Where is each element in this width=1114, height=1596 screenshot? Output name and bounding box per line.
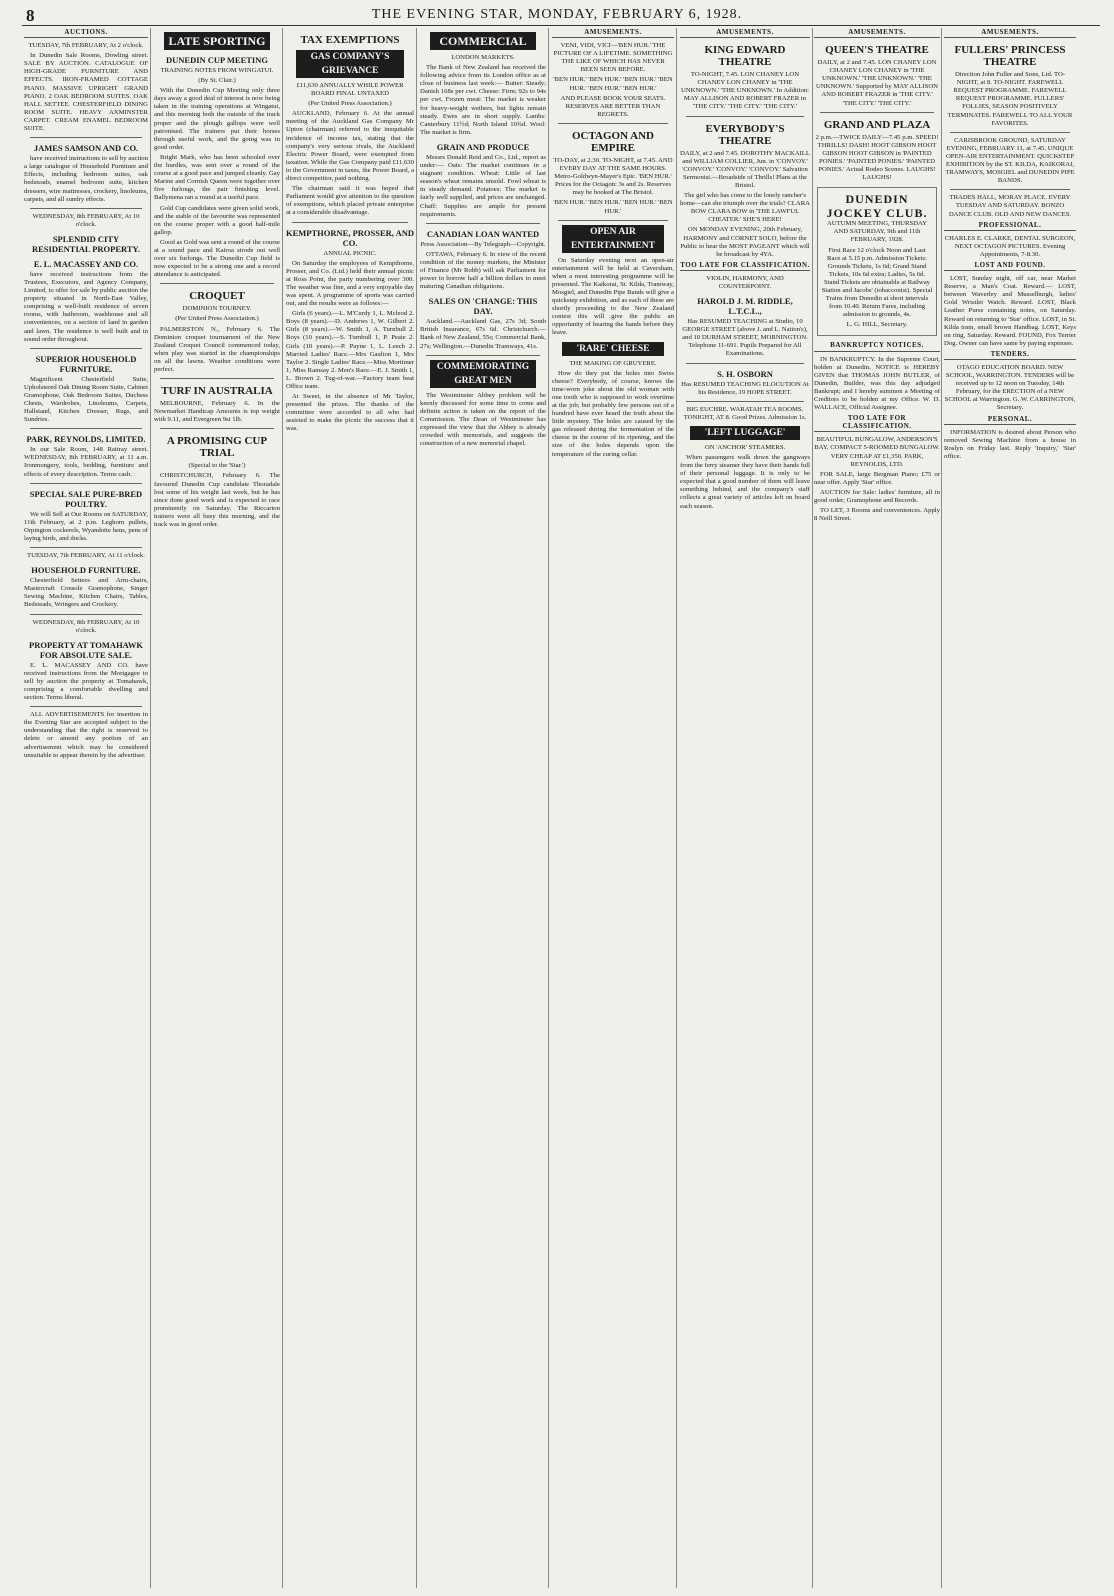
divider (820, 112, 934, 113)
divider (160, 283, 274, 284)
article-headline: CROQUET (189, 290, 245, 303)
press-credit: (Per United Press Association.) (308, 100, 392, 108)
ad-copy: OTAGO EDUCATION BOARD. NEW SCHOOL, WARRINGTON. TENDERS will be received up to 12 noon on Tuesday, 14th February, for the ERECTION of a NEW SCHOOL at Warrington. G. W. CARRINGTON, Secretary. (944, 364, 1076, 412)
classified-ad: AUCTION for Sale: ladies' furniture, all in good order; Gramophone and Records. (814, 488, 940, 505)
article-paragraph: MELBOURNE, February 6. In the Newmarket Handicap Amounis is top weight with 9.11, and Evergreen 9st 1lb. (154, 400, 280, 424)
article-headline: TAX EXEMPTIONS (300, 34, 400, 46)
column-divider (150, 28, 151, 1588)
article-headline: KEMPTHORNE, PROSSER, AND CO. (286, 227, 414, 248)
commercial-column (420, 28, 546, 1588)
page-number: 8 (26, 6, 35, 25)
auction-body: We will Sell at Our Rooms on SATURDAY, 11th February, at 2 p.m. Leghorn pullets, Orpington cockerels, Wyandotte hens, pens of laying birds, and ducks. (24, 510, 148, 542)
classified-ad: TO LET, 3 Rooms and conveniences. Apply 8 Neill Street. (814, 507, 940, 523)
article-paragraph: PALMERSTON N., February 6. The Dominion croquet tournament of the New Zealand Croquet Council commenced today, when play was started in the championships on all the lawns. Weather conditions were perfect. (154, 325, 280, 373)
auctioneer-name: JAMES SAMSON AND CO. (33, 143, 139, 154)
divider (426, 355, 540, 356)
divider (30, 137, 142, 138)
auctioneer-name: E. L. MACASSEY AND CO. (33, 258, 139, 269)
commercial-banner: COMMERCIAL (430, 32, 536, 50)
amusements-column (814, 28, 940, 1588)
column-divider (676, 28, 677, 1588)
article-paragraph: AUCKLAND, February 6. At the annual meeting of the Auckland Gas Company Mr Upton (chairman) referred to the inequitable incidence of income tax, stating that the company's very serious rivals, the Auckland Electric Power Board, were exempted from taxation. While the Gas Company paid £11,630 to the Government in taxes, the Power Board, a direct competitor, paid nothing. (286, 110, 414, 183)
auction-body: Chesterfield Settees and Arm-chairs, Mastercraft Console Gramophone, Singer Sewing Machine, Kitchen Chairs, Tables, Bedsteads, Wringers and Crockery. (24, 577, 148, 609)
article-paragraph: On Saturday evening next an open-air entertainment will be held at Caversham, when a most interesting programme will be presented. The Kaikorai, St. Kilda, Tramway, Mosgiel, and Dunedin Pipe Bands will give a quickstep exhibition, and as each of these are shortly proceeding to the New Zealand contest this will give the public an opportunity of hearing the bands before they leave. (552, 256, 674, 337)
auction-body: Magnificent Chesterfield Suite, Upholstered Oak Dining Room Suite, Cabinet Gramophone, Oak Bedroom Suites, Duchess Chests, Wardrobes, Linoleums, Carpets, Hallstand, Kitchen Dresser, Rugs, and Sundries. (24, 375, 148, 424)
article-paragraph: OTTAWA, February 6. In view of the recent condition of the money markets, the Minister of Finance (Mr Robb) will ask Parliament for power to borrow half a billion dollars to meet maturing Canadian obligations. (420, 250, 546, 291)
amusements-column (552, 28, 674, 1588)
article-subhead: ON 'ANCHOR' STEAMERS. (704, 443, 786, 451)
ad-copy: 'BEN HUR.' 'BEN HUR.' 'BEN HUR.' 'BEN HUR.' 'BEN HUR.' 'BEN HUR.' (553, 76, 673, 92)
section-heading: AMUSEMENTS. (552, 28, 674, 38)
article-paragraph: Good as Gold was sent a round of the course at a sound pace and Kairoa strode out well over six furlongs. The Dunedin Cup field is now expected to be a strong one and a record attendance is anticipated. (154, 238, 280, 279)
divider (558, 220, 668, 221)
column-divider (548, 28, 549, 1588)
article-subhead: TRAINING NOTES FROM WINGATUI. (160, 67, 274, 74)
article-banner: GAS COMPANY'S GRIEVANCE (296, 50, 404, 78)
article-headline: DUNEDIN CUP MEETING (165, 55, 268, 65)
ad-copy: DAILY, at 2 and 7.45. LON CHANEY LON CHANEY LON CHANEY in 'THE UNKNOWN.' 'THE UNKNOWN.' 'THE UNKNOWN.' Supported by MAY ALLISON AND ROBERT FRAZER in 'THE CITY.' 'THE CITY.' 'THE CITY.' (815, 59, 938, 107)
divider (160, 428, 274, 429)
article-byline: (By St. Clair.) (198, 77, 236, 85)
article-headline: CANADIAN LOAN WANTED (426, 228, 540, 239)
article-headline: GRAIN AND PRODUCE (436, 141, 530, 152)
column-divider (282, 28, 283, 1588)
section-heading: TOO LATE FOR CLASSIFICATION. (680, 261, 810, 271)
ad-copy: AND PLEASE BOOK YOUR SEATS. RESERVES ARE BETTER THAN REGRETS. (560, 94, 666, 118)
amusements-column (680, 28, 810, 1588)
auction-body: E. L. MACASSEY AND CO. have received instructions from the Mortgagee to sell by auction the property at Tomahawk, comprising a comfortable dwelling and section. Terms liberal. (24, 661, 148, 702)
divider (558, 123, 668, 124)
ad-copy: The girl who has come to the lonely rancher's home—can she triumph over the trials? CLARA BOW CLARA BOW in 'THE LAWFUL CHEATER.' SHE'S HERE! (680, 192, 810, 224)
masthead-rule (22, 25, 1100, 26)
article-headline: TURF IN AUSTRALIA (161, 385, 273, 398)
auctioneer-name: PARK, REYNOLDS, LIMITED. (26, 434, 146, 445)
divider (950, 132, 1070, 133)
section-heading: AMUSEMENTS. (680, 28, 810, 38)
article-paragraph: CHRISTCHURCH, February 6. The favoured Dunedin Cup candidate Thoradale lost some of his weight last week, but he has since done good work and is expected to race prominently on Saturday. The Riccarton trainers were all busy this morning, and the track was in good order. (154, 472, 280, 529)
ad-copy: 'BEN HUR.' 'BEN HUR.' 'BEN HUR.' 'BEN HUR.' (553, 199, 673, 215)
column-divider (812, 28, 813, 1588)
article-paragraph: The Westminster Abbey problem will be keenly discussed for some time to come and definite action is taken on the report of the Commission. The Dean of Westminster has expressed the view that the Abbey is already crowded with memorials, and suggests the construction of a new memorial chapel. (420, 391, 546, 448)
ad-copy: VENI, VIDI, VICI—'BEN HUR.' THE PICTURE OF A LIFETIME. SOMETHING THE LIKE OF WHICH HAS NEVER BEEN SEEN BEFORE. (553, 42, 673, 74)
section-heading: PROFESSIONAL. (944, 221, 1076, 231)
divider (686, 363, 804, 364)
article-paragraph: Messrs Donald Reid and Co., Ltd., report as under:— Oats: The market continues in a stagnant condition. Wheat: Little of last season's wheat remains unsold. Fowl wheat is in steady demand. Potatoes: The market is fairly well supplied, and prices are unchanged. Chaff: Supplies are ample for present requirements. (420, 153, 546, 218)
section-heading: BANKRUPTCY NOTICES. (814, 341, 940, 351)
ad-copy: First Race 12 o'clock Noon and Last Race at 5.15 p.m. Admission Tickets: Grounds Tickets, 1s 6d; Grand Stand Tickets, 10s 6d extra; Ladies, 5s 6d. Stand Tickets are obtainable at Railway Station and Jacobs' (tobacconist). Special Trains from Dunedin at short intervals from 10.40. Return Fares, including admission to grounds, 4s. (821, 246, 933, 319)
article-paragraph: On Saturday the employees of Kempthorne, Prosser, and Co. (Ltd.) held their annual picnic at Ross Point, the party numbering over 300. The weather was fine, and a very enjoyable day was spent. A programme of sports was carried out, and the results were as follows:— (286, 259, 414, 308)
section-heading: TENDERS. (944, 350, 1076, 360)
article-paragraph: With the Dunedin Cup Meeting only three days away a good deal of interest is now being taken in the training operations at Wingatui, and this morning both the outside of the track proper and the plough gallops were well patronised. The trainers put their horses through useful work, and the going was in good order. (154, 87, 280, 151)
article-paragraph: When passengers walk down the gangways from the ferry steamer they have their hands full of their personal luggage. It is only to be expected that a good number of them will leave something behind, and the company's staff collects a great variety of articles left on board each season. (680, 454, 810, 510)
divider (686, 116, 804, 117)
article-headline: A PROMISING CUP TRIAL (166, 435, 268, 460)
ad-copy: CARISBROOK GROUND, SATURDAY EVENING, FEBRUARY 11, at 7.45. UNIQUE OPEN-AIR ENTERTAINMENT. QUICKSTEP EXHIBITION by the ST. KILDA, KAIKORAI, TRAMWAYS, MOSGIEL and DUNEDIN PIPE BANDS. (945, 136, 1075, 185)
divider (30, 614, 142, 615)
press-credit: (Per United Press Association.) (175, 315, 259, 323)
classified-ad: LOST, Sunday night, off car, near Market Reserve, a Man's Coat. Reward.— LOST, between Waverley and Musselburgh, ladies' Gold Wristlet Watch. Reward. LOST, Black Leather Purse containing notes, on Saturday. Reward on returning to 'Star' office. LOST, in St. Kilda tram, small brown Handbag. LOST, Keys on ring, Saturday. Reward. FOUND, Fox Terrier Dog. Owner can have same by paying expenses. (944, 275, 1076, 347)
auction-date: TUESDAY, 7th FEBRUARY, At 11 o'clock. (27, 552, 145, 560)
teacher-name: HAROLD J. M. RIDDLE, L.T.C.L., (697, 296, 793, 317)
ad-copy: ON MONDAY EVENING, 20th February, HARMONY and CORNET SOLO, before the Public to hear the MOST PAGEANT which will be broadcast by 4YA. (680, 226, 810, 258)
ad-signature: L. G. HILL, Secretary. (846, 321, 908, 329)
notice-body: IN BANKRUPTCY. In the Supreme Court, holden at Dunedin. NOTICE is HEREBY GIVEN that THOMAS JOHN BUTLER, of Dunedin, Builder, was this day adjudged Bankrupt; and I hereby summon a Meeting of Creditors to be holden at my Office. W. D. WALLACE, Official Assignee. (814, 355, 940, 412)
article-paragraph: The Bank of New Zealand has received the following advice from its London office as at close of business last week:— Butter: Steady; Danish 168s per cwt. Cheese: Firm; 92s to 94s per cwt. Frozen meat: The market is weaker for heavy-weight wethers, but lights remain steady. Ewes are in short supply. Lambs: Canterbury 11½d; North Island 10¾d. Wool: The market is firm. (420, 64, 546, 136)
theatre-name: OCTAGON AND EMPIRE (572, 129, 654, 154)
ad-copy: BIG EUCHRE. WARATAH TEA ROOMS. TONIGHT, AT 8. Good Prizes. Admission 1s. (683, 405, 807, 421)
article-headline: SALES ON 'CHANGE: THIS DAY. (428, 296, 538, 317)
ad-copy: CHARLES E. CLARKE, DENTAL SURGEON, NEXT OCTAGON PICTURES. Evening Appointments, 7-8.30. (944, 234, 1076, 258)
auction-date: WEDNESDAY, 8th FEBRUARY, At 10 o'clock. (32, 212, 140, 228)
article-banner: 'LEFT LUGGAGE' (690, 426, 800, 440)
article-banner: 'RARE' CHEESE (562, 342, 664, 356)
ad-copy: 2 p.m.—TWICE DAILY—7.45 p.m. SPEED! THRILLS! DASH! HOOT GIBSON HOOT GIBSON HOOT GIBSON in 'PAINTED PONIES.' 'PAINTED PONIES.' 'PAINTED PONIES.' Actual Rodeo Scenes. LAUGHS! LAUGHS! (815, 133, 939, 182)
advertising-notice: ALL ADVERTISEMENTS for insertion in the Evening Star are accepted subject to the understanding that the right is reserved to delete or amend any portion of an advertisement which may be considered unsuitable to appear therein by the advertiser. (24, 711, 148, 759)
classified-ad: INFORMATION is desired about Person who removed Sewing Machine from a house in Roslyn on Friday last. Reply 'Inquiry,' 'Star' office. (944, 428, 1076, 460)
article-paragraph: Gold Cup candidates were given solid work, and the stable of the favourite was represented on the course proper with a good half-mile gallop. (154, 204, 280, 236)
theatre-name: KING EDWARD THEATRE (704, 44, 786, 69)
auction-heading: PROPERTY AT TOMAHAWK FOR ABSOLUTE SALE. (29, 639, 143, 660)
article-paragraph: Bright Mark, who has been schooled over the hurdles, was sent over a round of the course at a good pace and jumped cleanly. Gay Marine and Cornish Queen were together over five furlongs, the pair finishing level. Ballymena ran a round at a useful pace. (154, 153, 280, 202)
auction-heading: SPLENDID CITY RESIDENTIAL PROPERTY. (31, 233, 141, 254)
ad-copy: Has RESUMED TEACHING at Studio, 10 GEORGE STREET (above J. and L. Nation's), and 10 DURHAM STREET, MORNINGTON. Telephone 11-691. Pupils Prepared for All Examinations. (682, 318, 808, 358)
article-paragraph: Auckland.—Auckland Gas, 27s 3d; South British Insurance, 67s 6d. Christchurch.—Bank of New Zealand, 55s; Commercial Bank, 27s; Wellington.—Dunedin Tramways, 41s. (420, 318, 546, 350)
article-banner: OPEN AIR ENTERTAINMENT (562, 225, 664, 253)
article-paragraph: How do they put the holes into Swiss cheese? Everybody, of course, knows the time-worn joke about the old woman with one tooth who is supposed to work overtime at the job; but probably few persons out of a hundred have ever heard the truth about the little mystery. The holes are caused by the gas released during the fermentation of the cheese in the course of its ripening, and the size of the holes depends upon the temperature of the curing cellar. (552, 369, 674, 458)
section-heading: PERSONAL. (944, 415, 1076, 425)
auction-date: WEDNESDAY, 8th FEBRUARY, At 10 o'clock. (32, 618, 140, 634)
masthead-bar (0, 0, 1114, 26)
sporting-column (154, 28, 280, 1588)
article-paragraph: The chairman said it was hoped that Parliament would give attention to the question of exemptions, which placed private enterprise at a considerable disadvantage. (286, 185, 414, 217)
divider (160, 378, 274, 379)
auction-heading: SUPERIOR HOUSEHOLD FURNITURE. (35, 353, 137, 374)
auction-body: have received instructions from the Trustees, Executors, and Agency Company, Limited, to offer for sale by public auction the property situated in North-East Valley, comprising a well-built residence of seven rooms, with bathroom, washhouse and all conveniences, on a section of land in garden and lawn. The residence is well built and in sound order throughout. (24, 270, 148, 343)
ad-copy: TRADES HALL, MORAY PLACE. EVERY TUESDAY AND SATURDAY. BONZO DANCE CLUB. OLD AND NEW DANCES. (948, 194, 1072, 218)
auction-heading: SPECIAL SALE PURE-BRED POULTRY. (29, 488, 143, 509)
section-heading: AUCTIONS. (24, 28, 148, 38)
article-subhead: (Special to the 'Star.') (188, 462, 246, 470)
auction-heading: HOUSEHOLD FURNITURE. (31, 565, 141, 576)
jockey-club-ad (817, 187, 937, 336)
divider (30, 483, 142, 484)
news-column (286, 28, 414, 1588)
article-subhead: £11,630 ANNUALLY WHILE POWER BOARD FINAL UNTAXED (296, 82, 404, 98)
ad-copy: VIOLIN, HARMONY, AND COUNTERPOINT. (706, 274, 784, 290)
teacher-name: S. H. OSBORN (717, 368, 773, 379)
divider (30, 428, 142, 429)
divider (950, 189, 1070, 190)
article-subhead: ANNUAL PICNIC. (323, 249, 377, 257)
article-subhead: LONDON MARKETS. (451, 54, 515, 61)
auction-body: have received instructions to sell by auction a large catalogue of Household Furniture and Effects, including bedroom suites, oak bedsteads, enamel bedroom suite, kitchen dressers, wire mattresses, crockery, linoleums, carpets, and all sundry effects. (24, 155, 148, 203)
column-divider (416, 28, 417, 1588)
club-title: DUNEDIN JOCKEY CLUB. (826, 192, 928, 221)
masthead-title: THE EVENING STAR, MONDAY, FEBRUARY 6, 1928. (371, 7, 743, 22)
late-sporting-banner: LATE SPORTING (164, 32, 270, 50)
section-heading: LOST AND FOUND. (944, 261, 1076, 271)
divider (30, 208, 142, 209)
ad-copy: Has RESUMED TEACHING ELOCUTION At his Residence, 19 HOPE STREET. (681, 380, 809, 396)
article-subhead: THE MAKING OF GRUYERE. (569, 359, 657, 367)
theatre-name: FULLERS' PRINCESS THEATRE (954, 44, 1066, 69)
theatre-name: GRAND AND PLAZA (823, 118, 931, 131)
ad-copy: AUTUMN MEETING, THURSDAY AND SATURDAY, 9th and 11th FEBRUARY, 1928. (826, 220, 928, 244)
article-banner: COMMEMORATING GREAT MEN (430, 360, 536, 388)
ad-copy: TO-DAY, at 2.30. TO-NIGHT, at 7.45. AND EVERY DAY AT THE SAME HOURS. Metro-Goldwyn-Mayer's Epic. 'BEN HUR.' Prices for the Octagon: 3s and 2s. Reserves may be booked at The Bristol. (553, 156, 673, 197)
article-paragraph: Girls (6 years).—L. M'Curdy 1, L. Mcleod 2. Boys (8 years).—D. Andrews 1, W. Gilbert 2. Girls (8 years).—W. Smith 1, A. Turnbull 2. Boys (10 years).—S. Turnbull 1, P. Peate 2. Girls (10 years).—P. Payne 1, L. Leech 2. Married Ladies' Race.—Mrs Gaulton 1, Mrs Taylor 2. Single Ladies' Race.—Miss Mortimer 1, Miss Ramsay 2. Men's Race.—E. J. Smith 1, L. Brown 2. Tug-of-war.—Factory team beat Office team. (286, 310, 414, 390)
divider (426, 223, 540, 224)
section-heading: AMUSEMENTS. (814, 28, 940, 38)
column-divider (941, 28, 942, 1588)
auction-body: In our Sale Room, 148 Rattray street. WEDNESDAY, 8th FEBRUARY, at 11 a.m. Ironmongery, tools, bedding, furniture and effects of every description. Terms cash. (24, 446, 148, 478)
ad-copy: DAILY, at 2 and 7.45. DOROTHY MACKAILL and WILLIAM COLLIER, Jun. in 'CONVOY.' 'CONVOY.' 'CONVOY.' 'CONVOY.' Salvation Sermonist.—Broadside of Thrills! Plans at the Bristol. (680, 149, 810, 189)
divider (30, 348, 142, 349)
theatre-name: EVERYBODY'S THEATRE (705, 122, 785, 147)
section-heading: TOO LATE FOR CLASSIFICATION. (814, 414, 940, 432)
ad-copy: Direction John Fuller and Sons, Ltd. TO-NIGHT, at 8. TO-NIGHT. FAREWELL REQUEST PROGRAMME. FAREWELL REQUEST PROGRAMME. FULLERS' FOLLIES, SEASON POSITIVELY TERMINATES. FAREWELL TO ALL YOUR FAVORITES. (947, 71, 1073, 127)
amusements-column (944, 28, 1076, 1588)
classified-ad: FOR SALE, large Bergman Piano; £75 or near offer. Apply 'Star' office. (814, 470, 940, 486)
article-subhead: DOMINION TOURNEY. (182, 305, 252, 313)
divider (292, 222, 408, 223)
press-credit: Press Association—By Telegraph—Copyright. (420, 240, 546, 248)
divider (30, 547, 142, 548)
ad-copy: TO-NIGHT, 7.45. LON CHANEY LON CHANEY LON CHANEY in 'THE UNKNOWN.' 'THE UNKNOWN.' In Addition: MAY ALLISON AND ROBERT FRAZER in 'THE CITY.' 'THE CITY.' 'THE CITY.' (680, 71, 810, 111)
theatre-name: QUEEN'S THEATRE (825, 44, 929, 57)
auctions-column (24, 28, 148, 1588)
divider (686, 401, 804, 402)
divider (30, 706, 142, 707)
ad-copy: BEAUTIFUL BUNGALOW, ANDERSON'S BAY. COMPACT 5-ROOMED BUNGALOW. VERY CHEAP AT £1,350. PARK, REYNOLDS, LTD. (814, 436, 940, 468)
section-heading: AMUSEMENTS. (944, 28, 1076, 38)
auction-date: TUESDAY, 7th FEBRUARY, At 2 o'clock. (28, 42, 144, 50)
auction-body: In Dunedin Sale Rooms, Dowling street. SALE BY AUCTION. CATALOGUE OF HIGH-GRADE FURNITURE AND EFFECTS. IRON-FRAMED COTTAGE PIANO. MASSIVE UPRIGHT GRAND PIANO. 2 OAK BEDROOM SUITES. OAK HALL SETTEE. CHESTERFIELD DINING ROOM SUITE. HEAVY AXMINSTER CARPET. CREAM ENAMEL BEDROOM SUITE. (24, 52, 148, 133)
article-paragraph: At Sweet, in the absence of Mr Taylor, presented the prizes. The thanks of the committee were accorded to all who had assisted to make the picnic the success that it was. (286, 393, 414, 433)
